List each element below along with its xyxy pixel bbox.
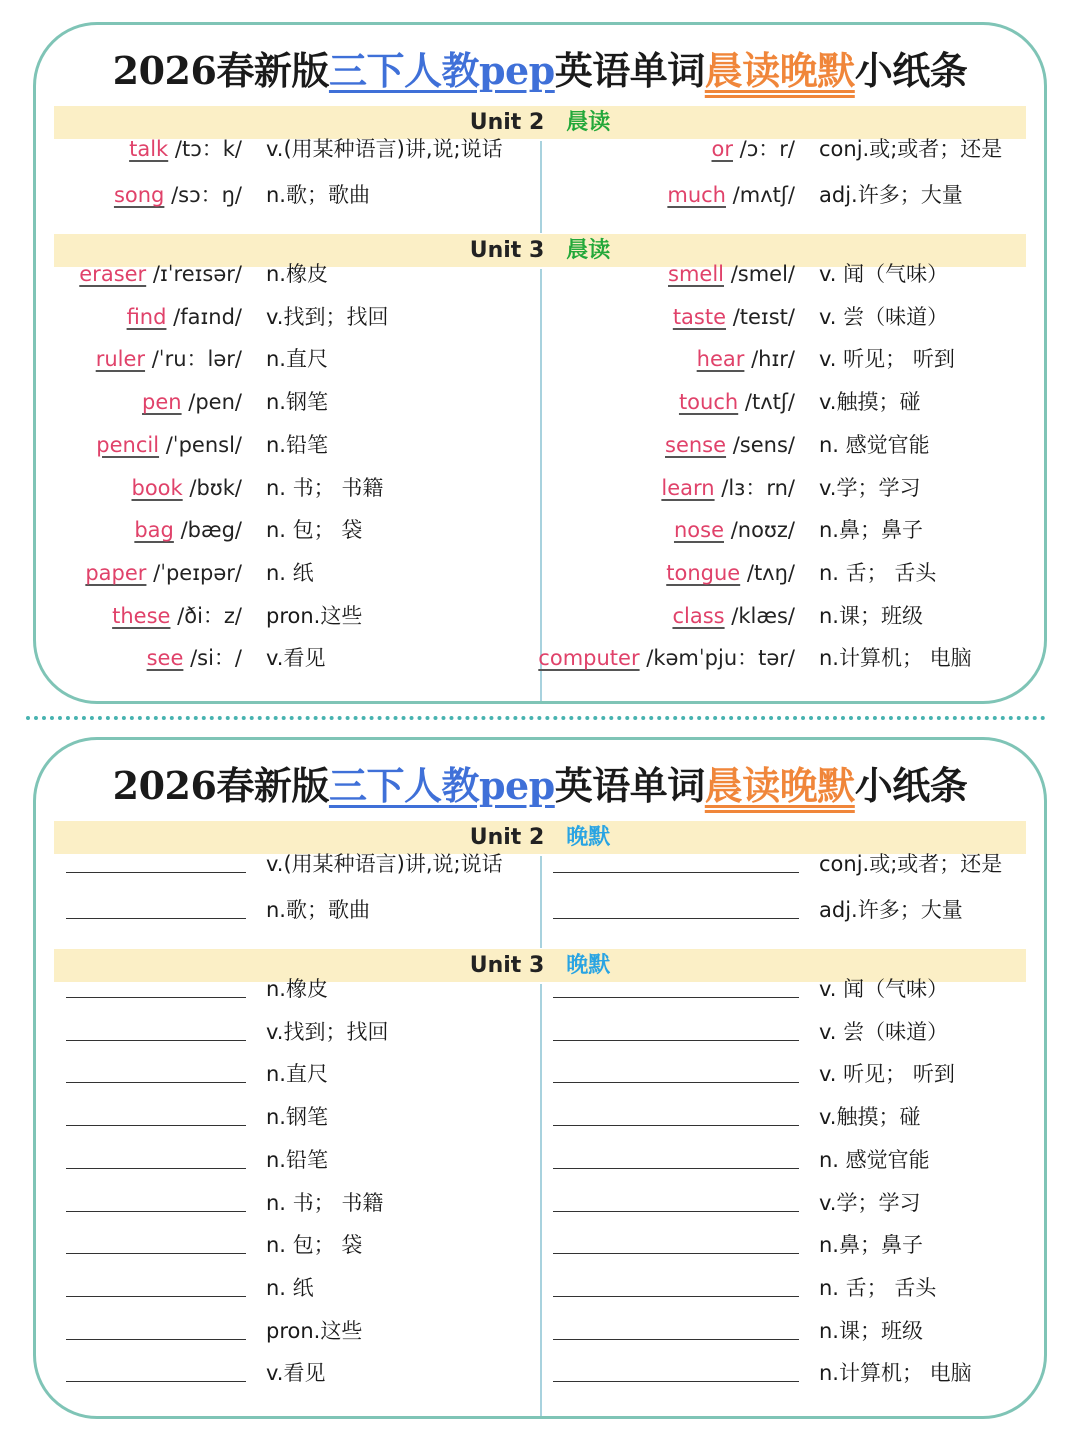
- blank-line: [553, 917, 799, 919]
- blank-line: [553, 1081, 799, 1083]
- meaning: v.看见: [266, 1361, 326, 1386]
- phonetic: /faɪnd/: [173, 304, 242, 329]
- phonetic: /ˈpeɪpər/: [153, 560, 242, 585]
- phonetic: /sens/: [732, 432, 795, 457]
- evening-dictation-card: [33, 737, 1047, 1419]
- meaning: n.计算机； 电脑: [819, 646, 972, 671]
- answer-blank[interactable]: [66, 1140, 246, 1180]
- meaning: v.学；学习: [819, 475, 921, 500]
- meaning: v. 听见； 听到: [819, 347, 955, 372]
- blank-line: [66, 1124, 246, 1126]
- answer-blank[interactable]: [553, 1353, 799, 1393]
- phonetic: /mʌtʃ/: [732, 183, 795, 207]
- blank-line: [66, 1252, 246, 1254]
- word-entry: [538, 638, 795, 678]
- phonetic: /smel/: [730, 262, 795, 286]
- vocab-word: class: [672, 603, 725, 628]
- blank-line: [553, 1167, 799, 1169]
- answer-blank[interactable]: [66, 1268, 246, 1308]
- meaning: n. 纸: [266, 560, 314, 585]
- meaning: n. 书； 书籍: [266, 475, 384, 500]
- title-part4: 晨读晚默: [704, 48, 855, 93]
- phonetic: /ˈpensl/: [165, 432, 242, 457]
- phonetic: /pen/: [188, 390, 242, 415]
- vocab-word: sense: [665, 432, 727, 457]
- morning-reading-card: [33, 22, 1047, 704]
- vocab-word: book: [131, 475, 183, 500]
- meaning: v. 尝（味道）: [819, 304, 949, 329]
- vocab-word: see: [146, 646, 184, 671]
- vocab-word: song: [113, 183, 165, 207]
- word-entry: [665, 425, 795, 465]
- phonetic: /teɪst/: [732, 304, 795, 329]
- meaning: v.找到；找回: [266, 304, 389, 329]
- vocab-word: computer: [538, 646, 640, 671]
- meaning: v. 听见； 听到: [819, 1062, 955, 1087]
- column-divider: [540, 984, 542, 1419]
- card-title: [36, 43, 1044, 99]
- word-entry: [673, 297, 795, 337]
- title-part5: 小纸条: [854, 48, 968, 93]
- meaning: v. 闻（气味）: [819, 262, 949, 286]
- word-entry: [79, 254, 242, 294]
- meaning: v.看见: [266, 646, 326, 671]
- blank-line: [553, 1380, 799, 1382]
- answer-blank[interactable]: [553, 1183, 799, 1223]
- word-entry: [668, 254, 795, 294]
- title-part1: 2026春新版: [112, 48, 329, 93]
- blank-line: [553, 1039, 799, 1041]
- answer-blank[interactable]: [553, 1311, 799, 1351]
- meaning: n.课；班级: [819, 1318, 923, 1343]
- blank-line: [66, 1039, 246, 1041]
- word-entry: [666, 553, 795, 593]
- phonetic: /hɪr/: [751, 347, 795, 372]
- answer-blank[interactable]: [553, 1140, 799, 1180]
- vocab-word: or: [711, 137, 733, 161]
- vocab-word: learn: [661, 475, 715, 500]
- phonetic: /ɔ：r/: [739, 137, 795, 161]
- answer-blank[interactable]: [553, 844, 799, 884]
- meaning: v. 闻（气味）: [819, 977, 949, 1001]
- word-entry: [96, 425, 242, 465]
- word-entry: [85, 553, 242, 593]
- word-entry: [96, 339, 242, 379]
- meaning: n.鼻；鼻子: [819, 518, 923, 543]
- blank-line: [553, 1124, 799, 1126]
- phonetic: /bʊk/: [189, 475, 242, 500]
- word-entry: [661, 468, 795, 508]
- answer-blank[interactable]: [66, 1183, 246, 1223]
- blank-line: [66, 917, 246, 919]
- reading-tag: 晨读: [566, 238, 611, 263]
- title-part4: 晨读晚默: [704, 763, 855, 808]
- blank-line: [66, 1338, 246, 1340]
- cut-line: [26, 716, 1046, 720]
- meaning: n.橡皮: [266, 262, 328, 286]
- phonetic: /ði：z/: [177, 603, 242, 628]
- blank-line: [553, 1295, 799, 1297]
- answer-blank[interactable]: [553, 1012, 799, 1052]
- answer-blank[interactable]: [553, 969, 799, 1009]
- blank-line: [553, 1338, 799, 1340]
- phonetic: /tʌtʃ/: [744, 390, 795, 415]
- word-entry: [672, 596, 795, 636]
- answer-blank[interactable]: [553, 1097, 799, 1137]
- meaning: v.(用某种语言)讲,说;说话: [266, 137, 503, 161]
- blank-line: [66, 1295, 246, 1297]
- meaning: n.歌；歌曲: [266, 183, 370, 207]
- blank-line: [66, 1210, 246, 1212]
- title-part2: 三下人教pep: [328, 763, 555, 808]
- meaning: n. 包； 袋: [266, 518, 363, 543]
- blank-line: [66, 871, 246, 873]
- title-part5: 小纸条: [854, 763, 968, 808]
- phonetic: /tʌŋ/: [746, 560, 795, 585]
- answer-blank[interactable]: [66, 1012, 246, 1052]
- unit-label: Unit 2: [469, 110, 545, 135]
- phonetic: /lɜ：rn/: [721, 475, 795, 500]
- vocab-word: paper: [85, 560, 147, 585]
- meaning: n. 纸: [266, 1275, 314, 1300]
- vocab-word: smell: [668, 262, 724, 286]
- dictation-tag: 晚默: [566, 825, 611, 850]
- meaning: conj.或;或者；还是: [819, 137, 1003, 161]
- vocab-word: tongue: [666, 560, 741, 585]
- meaning: n.歌；歌曲: [266, 898, 370, 922]
- vocab-word: pen: [142, 390, 182, 415]
- meaning: n.橡皮: [266, 977, 328, 1001]
- meaning: n. 书； 书籍: [266, 1190, 384, 1215]
- meaning: n. 感觉官能: [819, 432, 930, 457]
- meaning: pron.这些: [266, 603, 363, 628]
- meaning: n.鼻；鼻子: [819, 1233, 923, 1258]
- column-divider: [540, 141, 542, 233]
- phonetic: /ˈru：lər/: [151, 347, 242, 372]
- blank-line: [66, 996, 246, 998]
- vocab-word: bag: [134, 518, 174, 543]
- column-divider: [540, 856, 542, 948]
- phonetic: /si：/: [190, 646, 242, 671]
- vocab-word: touch: [678, 390, 739, 415]
- word-entry: [134, 510, 242, 550]
- meaning: n.课；班级: [819, 603, 923, 628]
- blank-line: [553, 996, 799, 998]
- meaning: n.直尺: [266, 347, 328, 372]
- meaning: n. 感觉官能: [819, 1147, 930, 1172]
- word-entry: [697, 339, 795, 379]
- meaning: conj.或;或者；还是: [819, 852, 1003, 876]
- unit-label: Unit 2: [469, 825, 545, 850]
- meaning: n.铅笔: [266, 1147, 328, 1172]
- phonetic: /sɔ：ŋ/: [171, 183, 242, 207]
- phonetic: /kəmˈpju：tər/: [646, 646, 795, 671]
- meaning: n. 舌； 舌头: [819, 560, 937, 585]
- vocab-word: nose: [673, 518, 724, 543]
- phonetic: /noʊz/: [730, 518, 795, 543]
- answer-blank[interactable]: [66, 844, 246, 884]
- unit-label: Unit 3: [469, 953, 545, 978]
- reading-tag: 晨读: [566, 110, 611, 135]
- meaning: n.钢笔: [266, 390, 328, 415]
- title-part2: 三下人教pep: [328, 48, 555, 93]
- phonetic: /klæs/: [731, 603, 795, 628]
- word-entry: [679, 382, 795, 422]
- meaning: n.钢笔: [266, 1105, 328, 1130]
- word-entry: [114, 175, 242, 215]
- meaning: n. 舌； 舌头: [819, 1275, 937, 1300]
- unit-label: Unit 3: [469, 238, 545, 263]
- vocab-word: these: [112, 603, 171, 628]
- answer-blank[interactable]: [66, 969, 246, 1009]
- word-entry: [112, 596, 242, 636]
- vocab-word: pencil: [96, 432, 160, 457]
- answer-blank[interactable]: [66, 1353, 246, 1393]
- answer-blank[interactable]: [553, 890, 799, 930]
- meaning: v.(用某种语言)讲,说;说话: [266, 852, 503, 876]
- meaning: n. 包； 袋: [266, 1233, 363, 1258]
- vocab-word: eraser: [79, 262, 147, 286]
- meaning: adj.许多；大量: [819, 898, 963, 922]
- title-part3: 英语单词: [554, 763, 705, 808]
- answer-blank[interactable]: [66, 1311, 246, 1351]
- word-entry: [147, 638, 242, 678]
- blank-line: [553, 871, 799, 873]
- meaning: pron.这些: [266, 1318, 363, 1343]
- phonetic: /bæg/: [180, 518, 242, 543]
- dictation-tag: 晚默: [566, 953, 611, 978]
- answer-blank[interactable]: [553, 1268, 799, 1308]
- meaning: v.触摸；碰: [819, 1105, 921, 1130]
- meaning: v.触摸；碰: [819, 390, 921, 415]
- answer-blank[interactable]: [66, 890, 246, 930]
- meaning: n.直尺: [266, 1062, 328, 1087]
- word-entry: [667, 175, 795, 215]
- blank-line: [66, 1081, 246, 1083]
- vocab-word: talk: [129, 137, 169, 161]
- card-title: [36, 758, 1044, 814]
- vocab-word: much: [667, 183, 726, 207]
- word-entry: [132, 468, 243, 508]
- answer-blank[interactable]: [553, 1225, 799, 1265]
- vocab-word: ruler: [95, 347, 146, 372]
- phonetic: /tɔ：k/: [174, 137, 242, 161]
- word-entry: [129, 129, 242, 169]
- meaning: v. 尝（味道）: [819, 1019, 949, 1044]
- title-part3: 英语单词: [554, 48, 705, 93]
- answer-blank[interactable]: [66, 1097, 246, 1137]
- word-entry: [712, 129, 796, 169]
- word-entry: [142, 382, 242, 422]
- answer-blank[interactable]: [66, 1054, 246, 1094]
- vocab-word: hear: [696, 347, 745, 372]
- blank-line: [66, 1167, 246, 1169]
- title-part1: 2026春新版: [112, 763, 329, 808]
- word-entry: [674, 510, 795, 550]
- vocab-word: taste: [672, 304, 727, 329]
- word-entry: [127, 297, 242, 337]
- meaning: n.计算机； 电脑: [819, 1361, 972, 1386]
- blank-line: [66, 1380, 246, 1382]
- blank-line: [553, 1210, 799, 1212]
- meaning: v.找到；找回: [266, 1019, 389, 1044]
- meaning: v.学；学习: [819, 1190, 921, 1215]
- meaning: n.铅笔: [266, 432, 328, 457]
- answer-blank[interactable]: [66, 1225, 246, 1265]
- blank-line: [553, 1252, 799, 1254]
- vocab-word: find: [126, 304, 167, 329]
- meaning: adj.许多；大量: [819, 183, 963, 207]
- phonetic: /ɪˈreɪsər/: [152, 262, 242, 286]
- answer-blank[interactable]: [553, 1054, 799, 1094]
